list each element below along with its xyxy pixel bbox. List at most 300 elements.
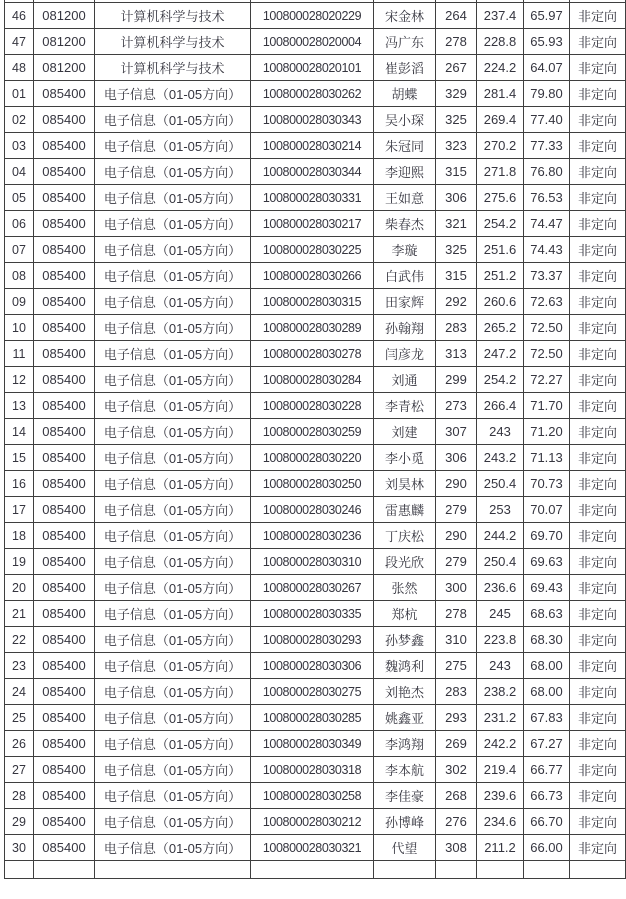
cell-score-3: 72.50 <box>524 315 570 341</box>
cell-major-name: 电子信息（01-05方向） <box>95 211 251 237</box>
cell-score-1: 267 <box>436 55 477 81</box>
cell-score-1: 264 <box>436 3 477 29</box>
cell-category: 非定向 <box>570 3 626 29</box>
cell-candidate-id: 100800028030306 <box>251 653 374 679</box>
cell-score-3: 70.07 <box>524 497 570 523</box>
cell-score-1: 278 <box>436 29 477 55</box>
cell-major-code: 085400 <box>34 757 95 783</box>
cell-category: 非定向 <box>570 835 626 861</box>
cell-candidate-id: 100800028030262 <box>251 81 374 107</box>
cell-score-3: 66.73 <box>524 783 570 809</box>
cell-major-name: 电子信息（01-05方向） <box>95 237 251 263</box>
cell-score-3: 65.97 <box>524 3 570 29</box>
cell-major-name: 电子信息（01-05方向） <box>95 445 251 471</box>
cell-candidate-id: 100800028030217 <box>251 211 374 237</box>
cell-name: 雷惠麟 <box>374 497 436 523</box>
cell-category: 非定向 <box>570 29 626 55</box>
cell-name: 李佳豪 <box>374 783 436 809</box>
cell-score-1: 325 <box>436 107 477 133</box>
cell-score-1: 306 <box>436 445 477 471</box>
cell-category: 非定向 <box>570 419 626 445</box>
cell-major-code: 085400 <box>34 341 95 367</box>
cell-seq: 29 <box>5 809 34 835</box>
cell-score-2: 265.2 <box>477 315 524 341</box>
cell-major-name: 电子信息（01-05方向） <box>95 705 251 731</box>
cell-seq: 08 <box>5 263 34 289</box>
cell-seq: 09 <box>5 289 34 315</box>
cell-score-2: 250.4 <box>477 549 524 575</box>
cell-major-code: 081200 <box>34 55 95 81</box>
cell-name: 宋金林 <box>374 3 436 29</box>
cell-score-2: 231.2 <box>477 705 524 731</box>
cell-score-2: 243 <box>477 653 524 679</box>
cell-score-1: 313 <box>436 341 477 367</box>
cell-major-code: 081200 <box>34 29 95 55</box>
cell-category: 非定向 <box>570 81 626 107</box>
cell-major-name: 电子信息（01-05方向） <box>95 315 251 341</box>
cell-candidate-id: 100800028030225 <box>251 237 374 263</box>
cell-category: 非定向 <box>570 289 626 315</box>
cell-category: 非定向 <box>570 393 626 419</box>
cell-name: 王如意 <box>374 185 436 211</box>
cell-score-2: 251.2 <box>477 263 524 289</box>
cell-category: 非定向 <box>570 133 626 159</box>
cell-score-1: 329 <box>436 81 477 107</box>
cell-major-code: 085400 <box>34 601 95 627</box>
partial-row-cropped-bottom <box>5 861 626 879</box>
cell-name: 吴小琛 <box>374 107 436 133</box>
cell-major-name: 电子信息（01-05方向） <box>95 263 251 289</box>
cell-category: 非定向 <box>570 107 626 133</box>
cell-score-3: 71.70 <box>524 393 570 419</box>
cell-score-2: 254.2 <box>477 367 524 393</box>
cell-seq: 10 <box>5 315 34 341</box>
cell-candidate-id: 100800028030321 <box>251 835 374 861</box>
cell-score-2: 238.2 <box>477 679 524 705</box>
table-row <box>5 341 626 367</box>
cell-score-1: 273 <box>436 393 477 419</box>
cell-score-3: 73.37 <box>524 263 570 289</box>
cell-major-code: 085400 <box>34 367 95 393</box>
table-row <box>5 185 626 211</box>
cell-category: 非定向 <box>570 757 626 783</box>
table-row <box>5 29 626 55</box>
cell-score-2: 250.4 <box>477 471 524 497</box>
cell-score-1: 275 <box>436 653 477 679</box>
cell-name: 柴春杰 <box>374 211 436 237</box>
cell-candidate-id: 100800028030285 <box>251 705 374 731</box>
table-row <box>5 575 626 601</box>
cell-name: 白武伟 <box>374 263 436 289</box>
cell-seq: 13 <box>5 393 34 419</box>
cell-score-2: 243 <box>477 419 524 445</box>
cell-major-name: 电子信息（01-05方向） <box>95 523 251 549</box>
cell-score-3: 68.00 <box>524 653 570 679</box>
cell-major-code: 085400 <box>34 445 95 471</box>
cell-name: 孙梦鑫 <box>374 627 436 653</box>
cell-name: 姚鑫亚 <box>374 705 436 731</box>
cell-seq: 03 <box>5 133 34 159</box>
cell-score-3: 74.47 <box>524 211 570 237</box>
table-row <box>5 159 626 185</box>
cell-seq: 26 <box>5 731 34 757</box>
cell-major-code: 085400 <box>34 523 95 549</box>
cell-name: 刘昊林 <box>374 471 436 497</box>
cell-major-code: 085400 <box>34 211 95 237</box>
cell-seq: 22 <box>5 627 34 653</box>
cell-candidate-id: 100800028030266 <box>251 263 374 289</box>
cell-category: 非定向 <box>570 601 626 627</box>
cell-score-1: 278 <box>436 601 477 627</box>
cell-major-code: 085400 <box>34 783 95 809</box>
table-row <box>5 497 626 523</box>
table-row <box>5 55 626 81</box>
cell-score-1: 325 <box>436 237 477 263</box>
table-row <box>5 393 626 419</box>
cell-score-1: 315 <box>436 159 477 185</box>
cell-seq: 28 <box>5 783 34 809</box>
cell-name: 胡蝶 <box>374 81 436 107</box>
cell-score-3: 71.13 <box>524 445 570 471</box>
cell-score-2: 237.4 <box>477 3 524 29</box>
cell-major-name: 电子信息（01-05方向） <box>95 419 251 445</box>
cell-score-3: 74.43 <box>524 237 570 263</box>
table-row <box>5 3 626 29</box>
cell-score-1: 299 <box>436 367 477 393</box>
cell-seq: 47 <box>5 29 34 55</box>
cell-major-name: 电子信息（01-05方向） <box>95 497 251 523</box>
cell-score-2: 243.2 <box>477 445 524 471</box>
cell-candidate-id: 100800028030318 <box>251 757 374 783</box>
cell-seq: 46 <box>5 3 34 29</box>
cell-score-1: 307 <box>436 419 477 445</box>
cell-score-1: 268 <box>436 783 477 809</box>
cell-name: 郑杭 <box>374 601 436 627</box>
cell-score-3: 66.00 <box>524 835 570 861</box>
cell-score-2: 275.6 <box>477 185 524 211</box>
cell-score-1: 283 <box>436 679 477 705</box>
table-row <box>5 419 626 445</box>
cell-category: 非定向 <box>570 627 626 653</box>
table-row <box>5 679 626 705</box>
cell-major-name: 电子信息（01-05方向） <box>95 471 251 497</box>
cell-name: 闫彦龙 <box>374 341 436 367</box>
cell-category: 非定向 <box>570 315 626 341</box>
cell-name: 刘建 <box>374 419 436 445</box>
cell-category: 非定向 <box>570 497 626 523</box>
cell-score-2: 251.6 <box>477 237 524 263</box>
cell-seq: 17 <box>5 497 34 523</box>
cell-major-name: 电子信息（01-05方向） <box>95 159 251 185</box>
cell-major-code: 081200 <box>34 3 95 29</box>
cell-major-name: 电子信息（01-05方向） <box>95 653 251 679</box>
cell-score-3: 72.50 <box>524 341 570 367</box>
cell-name: 田家辉 <box>374 289 436 315</box>
cell-major-name: 计算机科学与技术 <box>95 29 251 55</box>
cell-major-code: 085400 <box>34 679 95 705</box>
table-row <box>5 731 626 757</box>
table-row <box>5 133 626 159</box>
cell-score-2: 244.2 <box>477 523 524 549</box>
cell-score-3: 79.80 <box>524 81 570 107</box>
cell-seq: 24 <box>5 679 34 705</box>
cell-candidate-id: 100800028030335 <box>251 601 374 627</box>
cell-name: 李璇 <box>374 237 436 263</box>
cell-score-1: 292 <box>436 289 477 315</box>
cell-name: 代望 <box>374 835 436 861</box>
cell-major-name: 电子信息（01-05方向） <box>95 549 251 575</box>
table-row <box>5 757 626 783</box>
cell-seq: 15 <box>5 445 34 471</box>
cell-candidate-id: 100800028030278 <box>251 341 374 367</box>
cell-category: 非定向 <box>570 237 626 263</box>
cell-name: 魏鸿利 <box>374 653 436 679</box>
cell-seq: 11 <box>5 341 34 367</box>
cell-major-code: 085400 <box>34 263 95 289</box>
cell-score-3: 69.70 <box>524 523 570 549</box>
cell-score-1: 276 <box>436 809 477 835</box>
cell-score-2: 228.8 <box>477 29 524 55</box>
cell-score-3: 67.83 <box>524 705 570 731</box>
cell-score-2: 260.6 <box>477 289 524 315</box>
cell-candidate-id: 100800028030310 <box>251 549 374 575</box>
cell-score-1: 279 <box>436 497 477 523</box>
cell-score-1: 290 <box>436 523 477 549</box>
table-row <box>5 263 626 289</box>
cell-name: 李本航 <box>374 757 436 783</box>
cell-score-3: 76.53 <box>524 185 570 211</box>
cell-candidate-id: 100800028030246 <box>251 497 374 523</box>
cell-score-2: 242.2 <box>477 731 524 757</box>
cell-seq: 05 <box>5 185 34 211</box>
cell-score-2: 211.2 <box>477 835 524 861</box>
cell-candidate-id: 100800028030289 <box>251 315 374 341</box>
cell-major-code: 085400 <box>34 159 95 185</box>
cell-category: 非定向 <box>570 185 626 211</box>
cell-major-code: 085400 <box>34 835 95 861</box>
cell-major-code: 085400 <box>34 185 95 211</box>
cell-score-3: 77.33 <box>524 133 570 159</box>
cell-candidate-id: 100800028030293 <box>251 627 374 653</box>
cell-candidate-id: 100800028030258 <box>251 783 374 809</box>
cell-name: 段光欣 <box>374 549 436 575</box>
cell-score-2: 281.4 <box>477 81 524 107</box>
table-row <box>5 237 626 263</box>
cell-major-code: 085400 <box>34 81 95 107</box>
cell-score-1: 308 <box>436 835 477 861</box>
cell-name: 孙博峰 <box>374 809 436 835</box>
cell-major-code: 085400 <box>34 627 95 653</box>
cell-seq: 04 <box>5 159 34 185</box>
cell-major-name: 电子信息（01-05方向） <box>95 367 251 393</box>
cell-score-3: 68.63 <box>524 601 570 627</box>
cell-score-2: 245 <box>477 601 524 627</box>
cell-seq: 06 <box>5 211 34 237</box>
cell-score-3: 67.27 <box>524 731 570 757</box>
cell-score-2: 239.6 <box>477 783 524 809</box>
cell-major-name: 电子信息（01-05方向） <box>95 81 251 107</box>
cell-score-2: 219.4 <box>477 757 524 783</box>
cell-major-name: 电子信息（01-05方向） <box>95 627 251 653</box>
cell-score-3: 71.20 <box>524 419 570 445</box>
cell-major-code: 085400 <box>34 497 95 523</box>
cell-candidate-id: 100800028030214 <box>251 133 374 159</box>
table-row <box>5 705 626 731</box>
table-row <box>5 211 626 237</box>
table-row <box>5 367 626 393</box>
cell-name: 刘通 <box>374 367 436 393</box>
cell-score-1: 293 <box>436 705 477 731</box>
cell-seq: 30 <box>5 835 34 861</box>
cell-category: 非定向 <box>570 809 626 835</box>
table-row <box>5 107 626 133</box>
cell-candidate-id: 100800028030343 <box>251 107 374 133</box>
cell-score-2: 223.8 <box>477 627 524 653</box>
cell-seq: 18 <box>5 523 34 549</box>
cell-seq: 27 <box>5 757 34 783</box>
table-row <box>5 445 626 471</box>
cell-major-code: 085400 <box>34 237 95 263</box>
cell-score-3: 69.63 <box>524 549 570 575</box>
cell-category: 非定向 <box>570 575 626 601</box>
cell-major-code: 085400 <box>34 705 95 731</box>
cell-major-name: 电子信息（01-05方向） <box>95 809 251 835</box>
cell-candidate-id: 100800028030331 <box>251 185 374 211</box>
cell-score-2: 270.2 <box>477 133 524 159</box>
cell-candidate-id: 100800028030349 <box>251 731 374 757</box>
cell-seq: 23 <box>5 653 34 679</box>
cell-score-1: 300 <box>436 575 477 601</box>
cell-score-1: 315 <box>436 263 477 289</box>
cell-seq: 07 <box>5 237 34 263</box>
cell-name: 朱冠同 <box>374 133 436 159</box>
cell-candidate-id: 100800028020004 <box>251 29 374 55</box>
cell-major-code: 085400 <box>34 731 95 757</box>
cell-seq: 12 <box>5 367 34 393</box>
cell-major-name: 电子信息（01-05方向） <box>95 185 251 211</box>
cell-category: 非定向 <box>570 783 626 809</box>
cell-score-2: 254.2 <box>477 211 524 237</box>
cell-category: 非定向 <box>570 653 626 679</box>
cell-name: 张然 <box>374 575 436 601</box>
cell-major-code: 085400 <box>34 419 95 445</box>
cell-candidate-id: 100800028020101 <box>251 55 374 81</box>
cell-score-3: 72.27 <box>524 367 570 393</box>
cell-score-2: 247.2 <box>477 341 524 367</box>
cell-score-3: 66.70 <box>524 809 570 835</box>
cell-candidate-id: 100800028030220 <box>251 445 374 471</box>
cell-seq: 20 <box>5 575 34 601</box>
cell-major-name: 电子信息（01-05方向） <box>95 835 251 861</box>
cell-seq: 21 <box>5 601 34 627</box>
cell-score-3: 69.43 <box>524 575 570 601</box>
cell-major-name: 电子信息（01-05方向） <box>95 575 251 601</box>
cell-score-3: 76.80 <box>524 159 570 185</box>
cell-score-1: 279 <box>436 549 477 575</box>
cell-candidate-id: 100800028030259 <box>251 419 374 445</box>
cell-major-name: 电子信息（01-05方向） <box>95 757 251 783</box>
cell-name: 李小觅 <box>374 445 436 471</box>
cell-seq: 25 <box>5 705 34 731</box>
cell-major-name: 电子信息（01-05方向） <box>95 289 251 315</box>
cell-candidate-id: 100800028030236 <box>251 523 374 549</box>
cell-category: 非定向 <box>570 731 626 757</box>
cell-score-3: 66.77 <box>524 757 570 783</box>
cell-major-name: 电子信息（01-05方向） <box>95 783 251 809</box>
cell-major-name: 电子信息（01-05方向） <box>95 133 251 159</box>
cell-name: 李青松 <box>374 393 436 419</box>
cell-seq: 19 <box>5 549 34 575</box>
cell-seq: 01 <box>5 81 34 107</box>
table-row <box>5 783 626 809</box>
table-row <box>5 289 626 315</box>
cell-category: 非定向 <box>570 55 626 81</box>
cell-major-code: 085400 <box>34 549 95 575</box>
cell-major-code: 085400 <box>34 809 95 835</box>
admission-score-table <box>4 0 626 879</box>
cell-category: 非定向 <box>570 211 626 237</box>
cell-score-1: 321 <box>436 211 477 237</box>
cell-score-2: 236.6 <box>477 575 524 601</box>
cell-category: 非定向 <box>570 471 626 497</box>
cell-name: 刘艳杰 <box>374 679 436 705</box>
cell-category: 非定向 <box>570 367 626 393</box>
cell-score-2: 224.2 <box>477 55 524 81</box>
cell-category: 非定向 <box>570 263 626 289</box>
cell-major-code: 085400 <box>34 653 95 679</box>
cell-seq: 16 <box>5 471 34 497</box>
cell-name: 冯广东 <box>374 29 436 55</box>
cell-name: 崔彭滔 <box>374 55 436 81</box>
cell-seq: 02 <box>5 107 34 133</box>
cell-score-3: 77.40 <box>524 107 570 133</box>
cell-major-name: 计算机科学与技术 <box>95 55 251 81</box>
cell-category: 非定向 <box>570 341 626 367</box>
cell-candidate-id: 100800028030344 <box>251 159 374 185</box>
cell-score-1: 310 <box>436 627 477 653</box>
cell-category: 非定向 <box>570 705 626 731</box>
table-row <box>5 835 626 861</box>
cell-major-name: 电子信息（01-05方向） <box>95 107 251 133</box>
cell-candidate-id: 100800028030284 <box>251 367 374 393</box>
cell-score-3: 68.00 <box>524 679 570 705</box>
table-row <box>5 549 626 575</box>
cell-name: 孙翰翔 <box>374 315 436 341</box>
cell-seq: 48 <box>5 55 34 81</box>
cell-score-1: 323 <box>436 133 477 159</box>
cell-score-2: 266.4 <box>477 393 524 419</box>
cell-score-2: 234.6 <box>477 809 524 835</box>
cell-major-name: 电子信息（01-05方向） <box>95 679 251 705</box>
cell-candidate-id: 100800028030212 <box>251 809 374 835</box>
cell-score-1: 290 <box>436 471 477 497</box>
table-row <box>5 653 626 679</box>
cell-major-code: 085400 <box>34 107 95 133</box>
cell-category: 非定向 <box>570 445 626 471</box>
cell-score-1: 283 <box>436 315 477 341</box>
cell-score-1: 306 <box>436 185 477 211</box>
table-row <box>5 523 626 549</box>
cell-name: 李鸿翔 <box>374 731 436 757</box>
cell-candidate-id: 100800028030228 <box>251 393 374 419</box>
cell-major-code: 085400 <box>34 575 95 601</box>
cell-score-1: 302 <box>436 757 477 783</box>
cell-score-1: 269 <box>436 731 477 757</box>
cell-category: 非定向 <box>570 679 626 705</box>
table-row <box>5 81 626 107</box>
cell-candidate-id: 100800028030250 <box>251 471 374 497</box>
cell-score-3: 64.07 <box>524 55 570 81</box>
